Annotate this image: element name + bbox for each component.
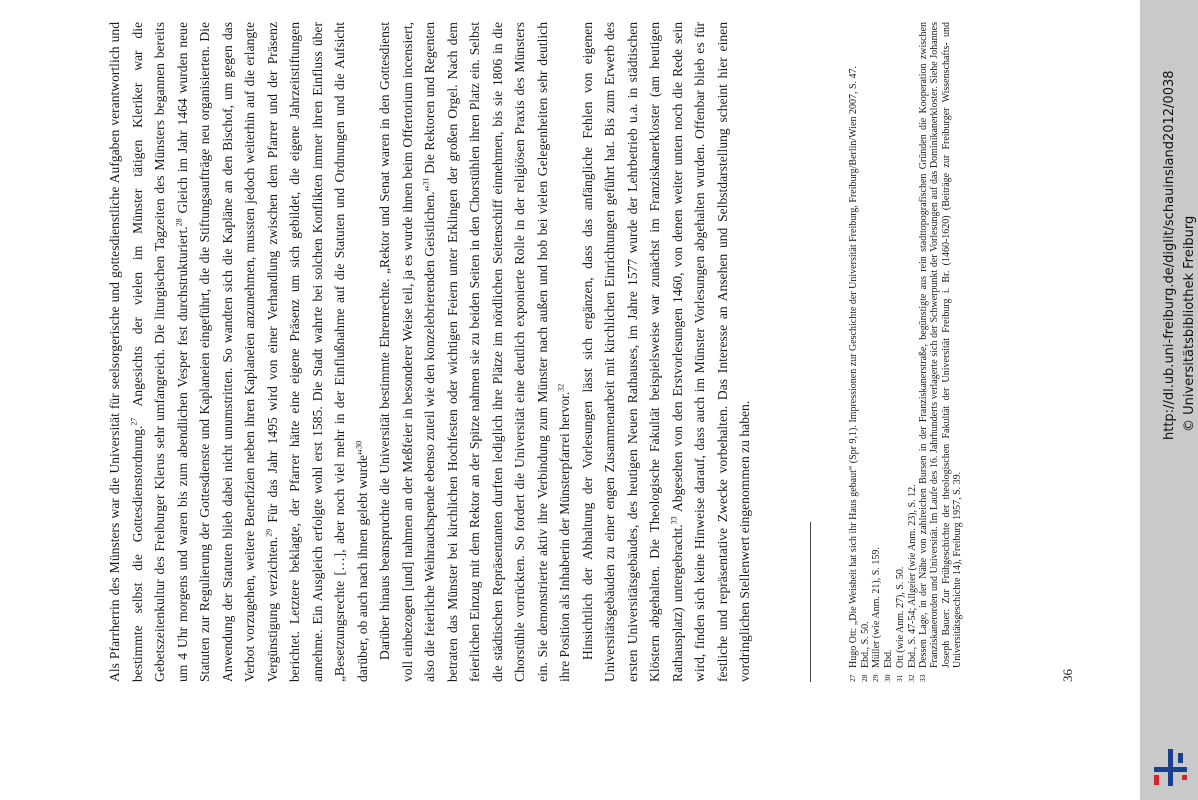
- footnotes: [848, 22, 964, 682]
- footnote: 27 Hugo Ott: „Die Weisheit hat sich ihr Haus gebaut“ (Spr 9,1). Impressionen zur Geschichte der Universität Freiburg, Freiburg/Berlin/Wien 2007, S. 47.: [848, 65, 859, 682]
- footnote: 32 Ebd., S. 47-54; Allgeier (wie Anm. 23), S. 12.: [906, 484, 918, 682]
- permalink-link[interactable]: http://dl.ub.uni-freiburg.de/diglit/schauinsland2012/0038: [1162, 70, 1177, 440]
- footnote-divider: [810, 522, 811, 682]
- ub-freiburg-logo-icon: [1148, 745, 1193, 790]
- footnote: 28 Ebd., S. 50.: [859, 621, 871, 682]
- copyright-notice: © Universitätsbibliothek Freiburg: [1182, 215, 1197, 432]
- paragraph: Darüber hinaus beanspruchte die Universität bestimmte Ehrenrechte. „Rektor und Senat waren in den Gottesdienst voll einbezogen [und] nahmen an der Meßfeier in besonderer Weise teil, ja es wurde ihnen beim Offertorium incensiert, also die feierliche Weihrauchspende ebenso zuteil wie den konzelebrierenden Geistlichen.“$^{31}$ Die Rektoren und Regenten betraten das Münster bei kirchlichen Hochfesten oder wichtigen Feiern unter Erklingen der großen Orgel. Nach dem feierlichen Einzug mit dem Rektor an der Spitze nahmen sie zu beiden Seiten in den Chorstühlen ihren Platz ein. Selbst die städtischen Repräsentanten durften lediglich ihre Plätze im nördlichen Seitenschiff einnehmen, bis sie 1806 in die Chorstühle vorrückten. So fordert die Universität eine deutlich exponierte Rolle in der religiösen Praxis des Münsters ein. Sie demonstrierte aktiv ihre Verbindung zum Münster nach außen und hob bei vielen Gelegenheiten sehr deutlich ihre Position als Inhaberin der Münsterpfarrei hervor.$^{32}$: [377, 22, 572, 682]
- footnote: 33 Dessen Lage, in der Nähe von zahlreichen Bursen in der Franziskanerstraße, begünstigte aus rein stadttopografischen Gründen die Kooperation zwischen Franziskanerorden und Universität. Im Laufe des 16. Jahrhunderts verlagerte sich der Schwerpunkt der Vorlesungen auf das Dominikanerkloster. Siehe Johannes Joseph Bauer: Zur Frühgeschichte der theologischen Fakultät der Universität Freiburg i. Br. (1460-1620) (Beiträge zur Freiburger Wissenschafts- und Universitätsgeschichte 14), Freiburg 1957, S. 39.: [918, 22, 963, 682]
- paragraph: Als Pfarrherrin des Münsters war die Universität für seelsorgerische und gottesdienstliche Aufgaben verantwortlich und bestimmte selbst die Gottesdienstordnung.$^{27}$ Angesichts der vielen im Münster tätigen Kleriker war die Gebetszeitenkultur des Freiburger Klerus sehr umfangreich. Die liturgischen Tagzeiten des Münsters begannen bereits um 4 Uhr morgens und waren bis zum abendlichen Vesper fest durchstrukturiert.$^{28}$ Gleich im Jahr 1464 wurden neue Statuten zur Regulierung der Gottesdienste und Kaplaneien eingeführt, die die Stiftungsaufträge neu organisierten. Die Anwendung der Statuten blieb dabei nicht unumstritten. So wandten sich die Kapläne an den Bischof, um gegen das Verbot vorzugehen, weitere Benefizien neben ihren Kaplaneien anzunehmen, mussten jedoch weiterhin auf die erlangte Vergünstigung verzichten.$^{29}$ Für das Jahr 1495 wird von einer Verhandlung zwischen dem Pfarrer und der Präsenz berichtet. Letztere beklagte, der Pfarrer hätte eine eigene Präsenz um sich gebildet, die eigene Jahrzeitstiftungen annehme. Ein Ausgleich erfolgte wohl erst 1585. Die Stadt wahrte bei solchen Konflikten immer ihren Einfluss über „Besetzungsrechte […], aber noch viel mehr in der Einflußnahme auf die Statuten und Ordnungen und die Aufsicht darüber, ob auch nach ihnen gelebt wurde“$^{30}$: [107, 21, 370, 682]
- paragraph: Hinsichtlich der Abhaltung der Vorlesungen lässt sich ergänzen, dass das anfängliche Fehlen von eigenen Universitätsgebäuden zu einer engen Zusammenarbeit mit kirchlichen Einrichtungen geführt hat. Bis zum Erwerb des ersten Universitätsgebäudes, des heutigen Neuen Rathauses, im Jahre 1577 wurde der Lehrbetrieb u.a. in städtischen Klöstern abgehalten. Die Theologische Fakultät beispielsweise war zunächst im Franziskanerkloster (am heutigen Rathausplatz) untergebracht.$^{33}$ Abgesehen von den Erstvorlesungen 1460, von denen weiter unten noch die Rede sein wird, finden sich keine Hinweise darauf, dass auch im Münster Vorlesungen abgehalten wurden. Offenbar blieb es für festliche und repräsentative Zwecke vorbehalten. Das Interesse an Ansehen und Selbstdarstellung scheint hier einen vordringlichen Stellenwert eingenommen zu haben.: [579, 22, 752, 682]
- footnote: 31 Ott (wie Anm. 27), S. 50.: [894, 566, 906, 682]
- page-number: 36: [1060, 669, 1075, 682]
- footnote: 30 Ebd.: [883, 649, 895, 682]
- body-text: [104, 22, 757, 682]
- footnote: 29 Müller (wie Anm. 21), S. 159.: [871, 547, 883, 682]
